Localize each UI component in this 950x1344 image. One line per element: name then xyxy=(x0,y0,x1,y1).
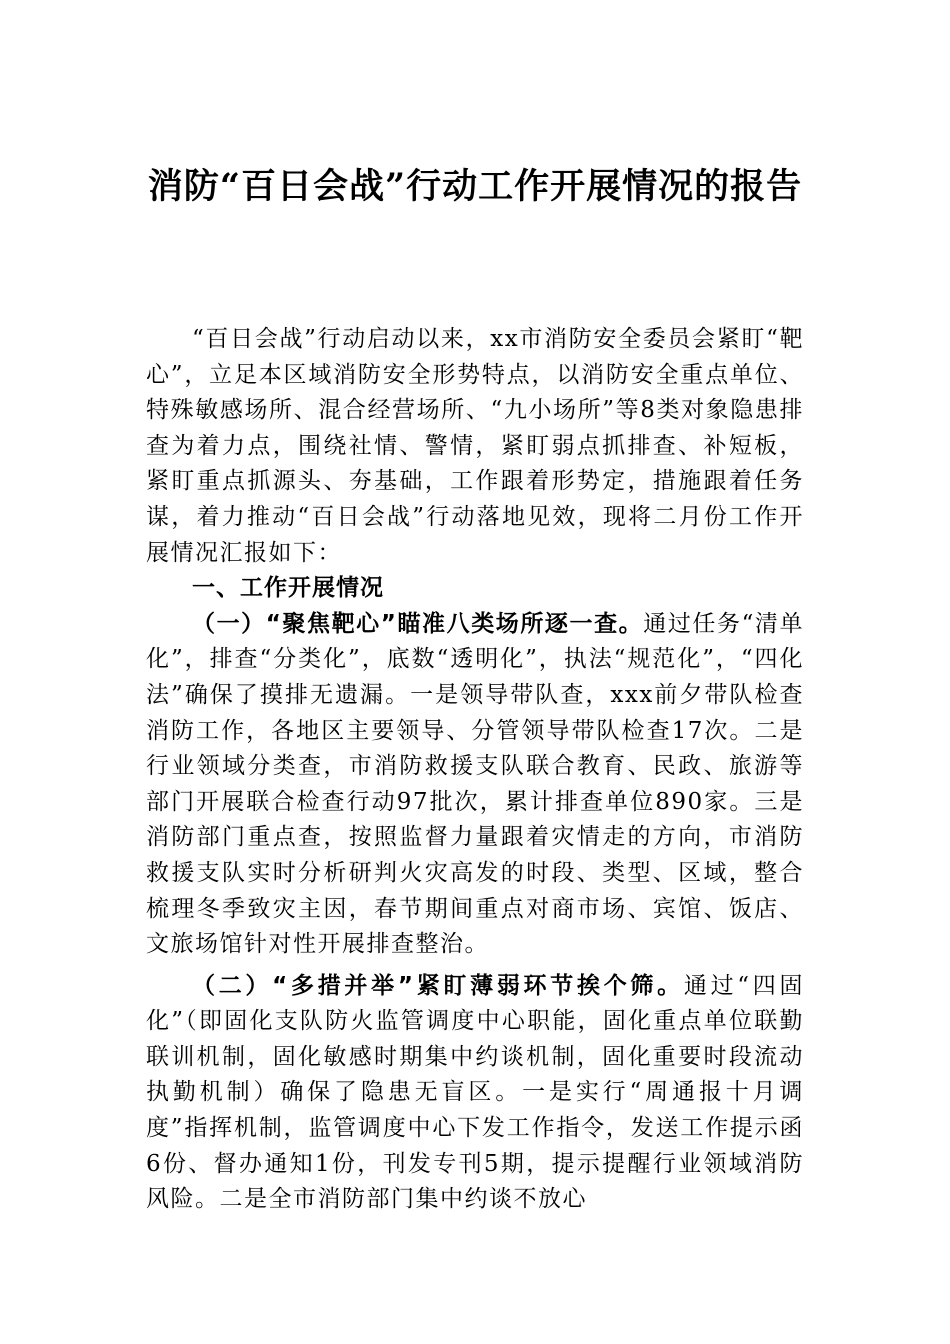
subsection-1-body: 通过任务“清单化”，排查“分类化”，底数“透明化”，执法“规范化”，“四化法”确保了摸排无遗漏。一是领导带队查，xxx前夕带队检查消防工作，各地区主要领导、分管领导带队检查17次。二是行业领域分类查，市消防救援支队联合教育、民政、旅游等部门开展联合检查行动97批次，累计排查单位890家。三是消防部门重点查，按照监督力量跟着灾情走的方向，市消防救援支队实时分析研判火灾高发的时段、类型、区域，整合梳理冬季致灾主因，春节期间重点对商市场、宾馆、饭店、文旅场馆针对性开展排查整治。 xyxy=(146,610,805,958)
subsection-1-lead: （一）“聚焦靶心”瞄准八类场所逐一查。 xyxy=(192,610,644,637)
subsection-2-body: 通过“四固化”（即固化支队防火监管调度中心职能，固化重点单位联勤联训机制，固化敏感时期集中约谈机制，固化重要时段流动执勤机制）确保了隐患无盲区。一是实行“周通报十月调度”指挥机制，监管调度中心下发工作指令，发送工作提示函6份、督办通知1份，刊发专刊5期，提示提醒行业领域消防风险。二是全市消防部门集中约谈不放心 xyxy=(146,972,805,1213)
subsection-1-paragraph xyxy=(146,607,804,963)
subsection-2-paragraph xyxy=(146,969,804,1218)
section-heading: 一、工作开展情况 xyxy=(192,575,384,602)
subsection-2-lead: （二）“多措并举”紧盯薄弱环节挨个筛。 xyxy=(192,972,684,999)
document-body xyxy=(146,322,804,1218)
intro-paragraph: “百日会战”行动启动以来，xx市消防安全委员会紧盯“靶心”，立足本区域消防安全形势特点，以消防安全重点单位、特殊敏感场所、混合经营场所、“九小场所”等8类对象隐患排查为着力点，围绕社情、警情，紧盯弱点抓排查、补短板，紧盯重点抓源头、夯基础，工作跟着形势定，措施跟着任务谋，着力推动“百日会战”行动落地见效，现将二月份工作开展情况汇报如下： xyxy=(146,326,804,566)
document-title: 消防“百日会战”行动工作开展情况的报告 xyxy=(147,166,803,207)
